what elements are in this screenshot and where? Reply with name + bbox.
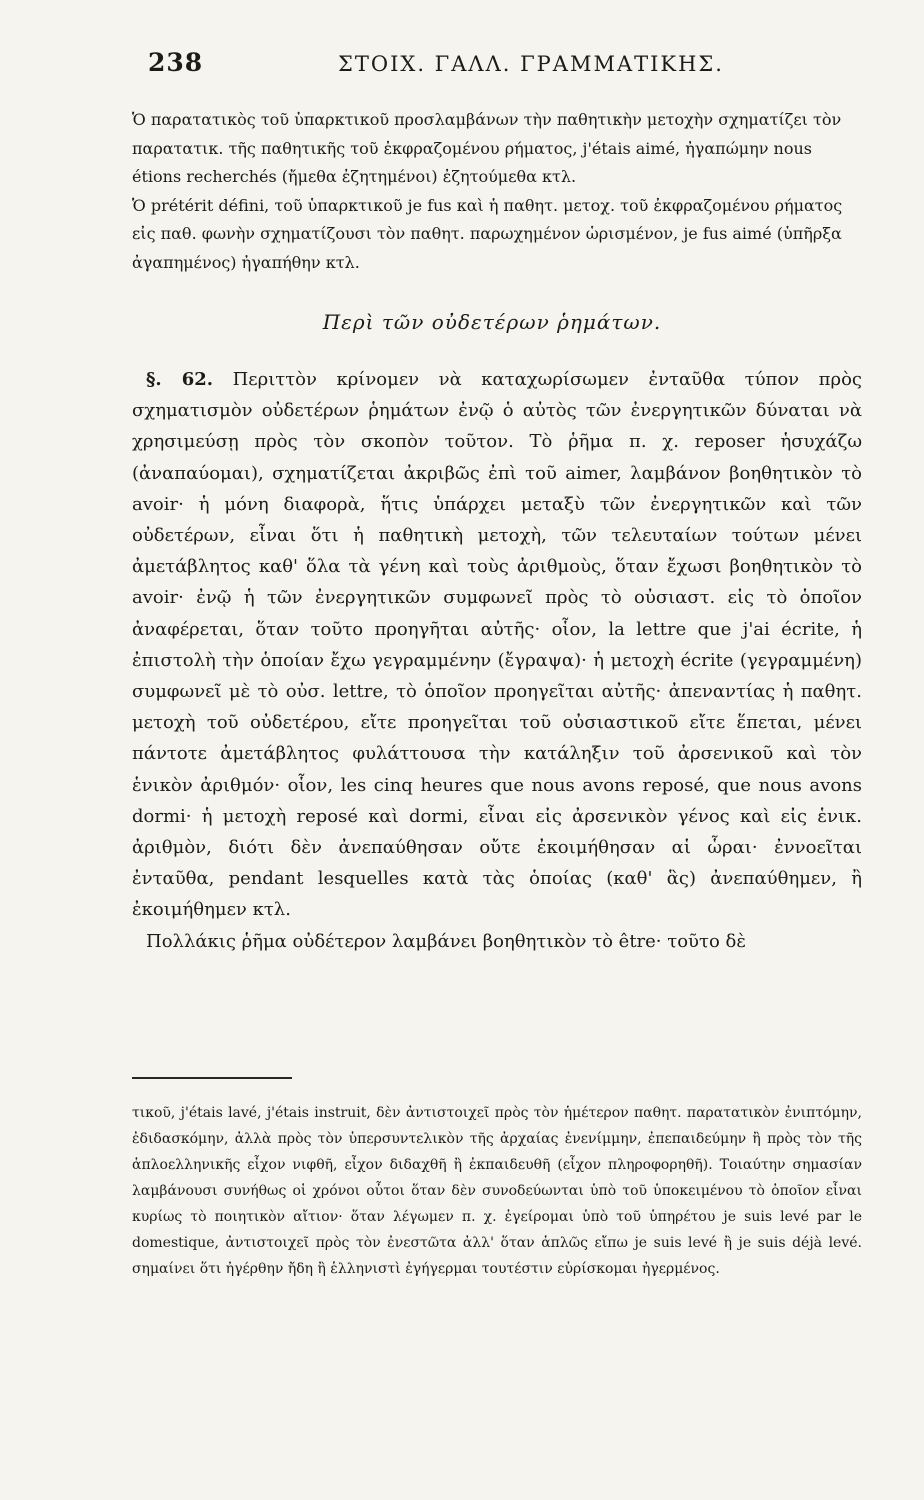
body-paragraph xyxy=(132,364,862,926)
intro-text xyxy=(132,106,862,277)
intro-paragraph-preterit: Ὁ prétérit défini, τοῦ ὑπαρκτικοῦ je fus καὶ ἡ παθητ. μετοχ. τοῦ ἐκφραζομένου ρήματος εἰς παθ. φωνὴν σχηματίζουσι τὸν παθητ. παρωχημένον ὡρισμένον, je fus aimé (ὑπῆρξα ἀγαπημένος) ἠγαπήθην κτλ. xyxy=(132,195,843,272)
footnote xyxy=(132,1100,862,1282)
section-body xyxy=(132,364,862,957)
body-paragraph-continued: Πολλάκις ῥῆμα οὐδέτερον λαμβάνει βοηθητικὸν τὸ être· τοῦτο δὲ xyxy=(146,930,747,952)
section-heading: Περὶ τῶν οὐδετέρων ῥημάτων. xyxy=(322,310,662,334)
page-number: 238 xyxy=(148,48,204,77)
page-header xyxy=(148,48,868,88)
footnote-rule xyxy=(132,1077,292,1079)
section-number: §. 62. xyxy=(146,369,214,390)
intro-paragraph-imperfect: Ὁ παρατατικὸς τοῦ ὑπαρκτικοῦ προσλαμβάνων τὴν παθητικὴν μετοχὴν σχηματίζει τὸν παρατατικ. τῆς παθητικῆς τοῦ ἐκφραζομένου ρήματος, j'étais aimé, ἠγαπώμην nous étions recherchés (ἤμεθα ἐζητημένοι) ἐζητούμεθα κτλ. xyxy=(132,110,842,186)
running-title: ΣΤΟΙΧ. ΓΑΛΛ. ΓΡΑΜΜΑΤΙΚΗΣ. xyxy=(338,52,724,76)
footnote-text: τικοῦ, j'étais lavé, j'étais instruit, δὲν ἀντιστοιχεῖ πρὸς τὸν ἡμέτερον παθητ. παρατατικὸν ἐνιπτόμην, ἐδιδασκόμην, ἀλλὰ πρὸς τὸν ὑπερσυντελικὸν τῆς ἀρχαίας ἐνενίμμην, ἐπεπαιδεύμην ἢ πρὸς τὸν τῆς ἁπλοελληνικῆς εἶχον νιφθῆ, εἶχον διδαχθῆ ἢ ἐκπαιδευθῆ (εἶχον πληροφορηθῆ). Τοιαύτην σημασίαν λαμβάνουσι συνήθως οἱ χρόνοι οὗτοι ὅταν δὲν συνοδεύωνται ὑπὸ τοῦ ὑποκειμένου τὸ ὁποῖον εἶναι κυρίως τὸ ποιητικὸν αἴτιον· ὅταν λέγωμεν π. χ. ἐγείρομαι ὑπὸ τοῦ ὑπηρέτου je suis levé par le domestique, ἀντιστοιχεῖ πρὸς τὸν ἐνεστῶτα ἀλλ' ὅταν ἁπλῶς εἴπω je suis levé ἢ je suis déjà levé. σημαίνει ὅτι ἠγέρθην ἤδη ἢ ἑλληνιστὶ ἐγήγερμαι τουτέστιν εὑρίσκομαι ἠγερμένος. xyxy=(132,1105,862,1277)
body-paragraph-text: Περιττὸν κρίνομεν νὰ καταχωρίσωμεν ἐνταῦθα τύπον πρὸς σχηματισμὸν οὐδετέρων ῥημάτων ἐνῷ ὁ αὐτὸς τῶν ἐνεργητικῶν δύναται νὰ χρησιμεύσῃ πρὸς τὸν σκοπὸν τοῦτον. Τὸ ῥῆμα π. χ. reposer ἡσυχάζω (ἀναπαύομαι), σχηματίζεται ἀκριβῶς ἐπὶ τοῦ aimer, λαμβάνον βοηθητικὸν τὸ avoir· ἡ μόνη διαφορὰ, ἥτις ὑπάρχει μεταξὺ τῶν ἐνεργητικῶν καὶ τῶν οὐδετέρων, εἶναι ὅτι ἡ παθητικὴ μετοχὴ, τῶν τελευταίων τούτων μένει ἀμετάβλητος καθ' ὅλα τὰ γένη καὶ τοὺς ἀριθμοὺς, ὅταν ἔχωσι βοηθητικὸν τὸ avoir· ἐνῷ ἡ τῶν ἐνεργητικῶν συμφωνεῖ πρὸς τὸ οὐσιαστ. εἰς τὸ ὁποῖον ἀναφέρεται, ὅταν τοῦτο προηγῆται αὐτῆς· οἷον, la lettre que j'ai écrite, ἡ ἐπιστολὴ τὴν ὁποίαν ἔχω γεγραμμένην (ἔγραψα)· ἡ μετοχὴ écrite (γεγραμμένη) συμφωνεῖ μὲ τὸ οὐσ. lettre, τὸ ὁποῖον προηγεῖται αὐτῆς· ἀπεναντίας ἡ παθητ. μετοχὴ τοῦ οὐδετέρου, εἴτε προηγεῖται τοῦ οὐσιαστικοῦ εἴτε ἕπεται, μένει πάντοτε ἀμετάβλητος φυλάττουσα τὴν κατάληξιν τοῦ ἀρσενικοῦ καὶ τὸν ἑνικὸν ἀριθμόν· οἷον, les cinq heures que nous avons reposé, que nous avons dormi· ἡ μετοχὴ reposé καὶ dormi, εἶναι εἰς ἀρσενικὸν γένος καὶ εἰς ἑνικ. ἀριθμὸν, διότι δὲν ἀνεπαύθησαν οὔτε ἐκοιμήθησαν αἱ ὧραι· ἐννοεῖται ἐνταῦθα, pendant lesquelles κατὰ τὰς ὁποίας (καθ' ἃς) ἀνεπαύθημεν, ἢ ἐκοιμήθημεν κτλ. xyxy=(132,369,862,921)
